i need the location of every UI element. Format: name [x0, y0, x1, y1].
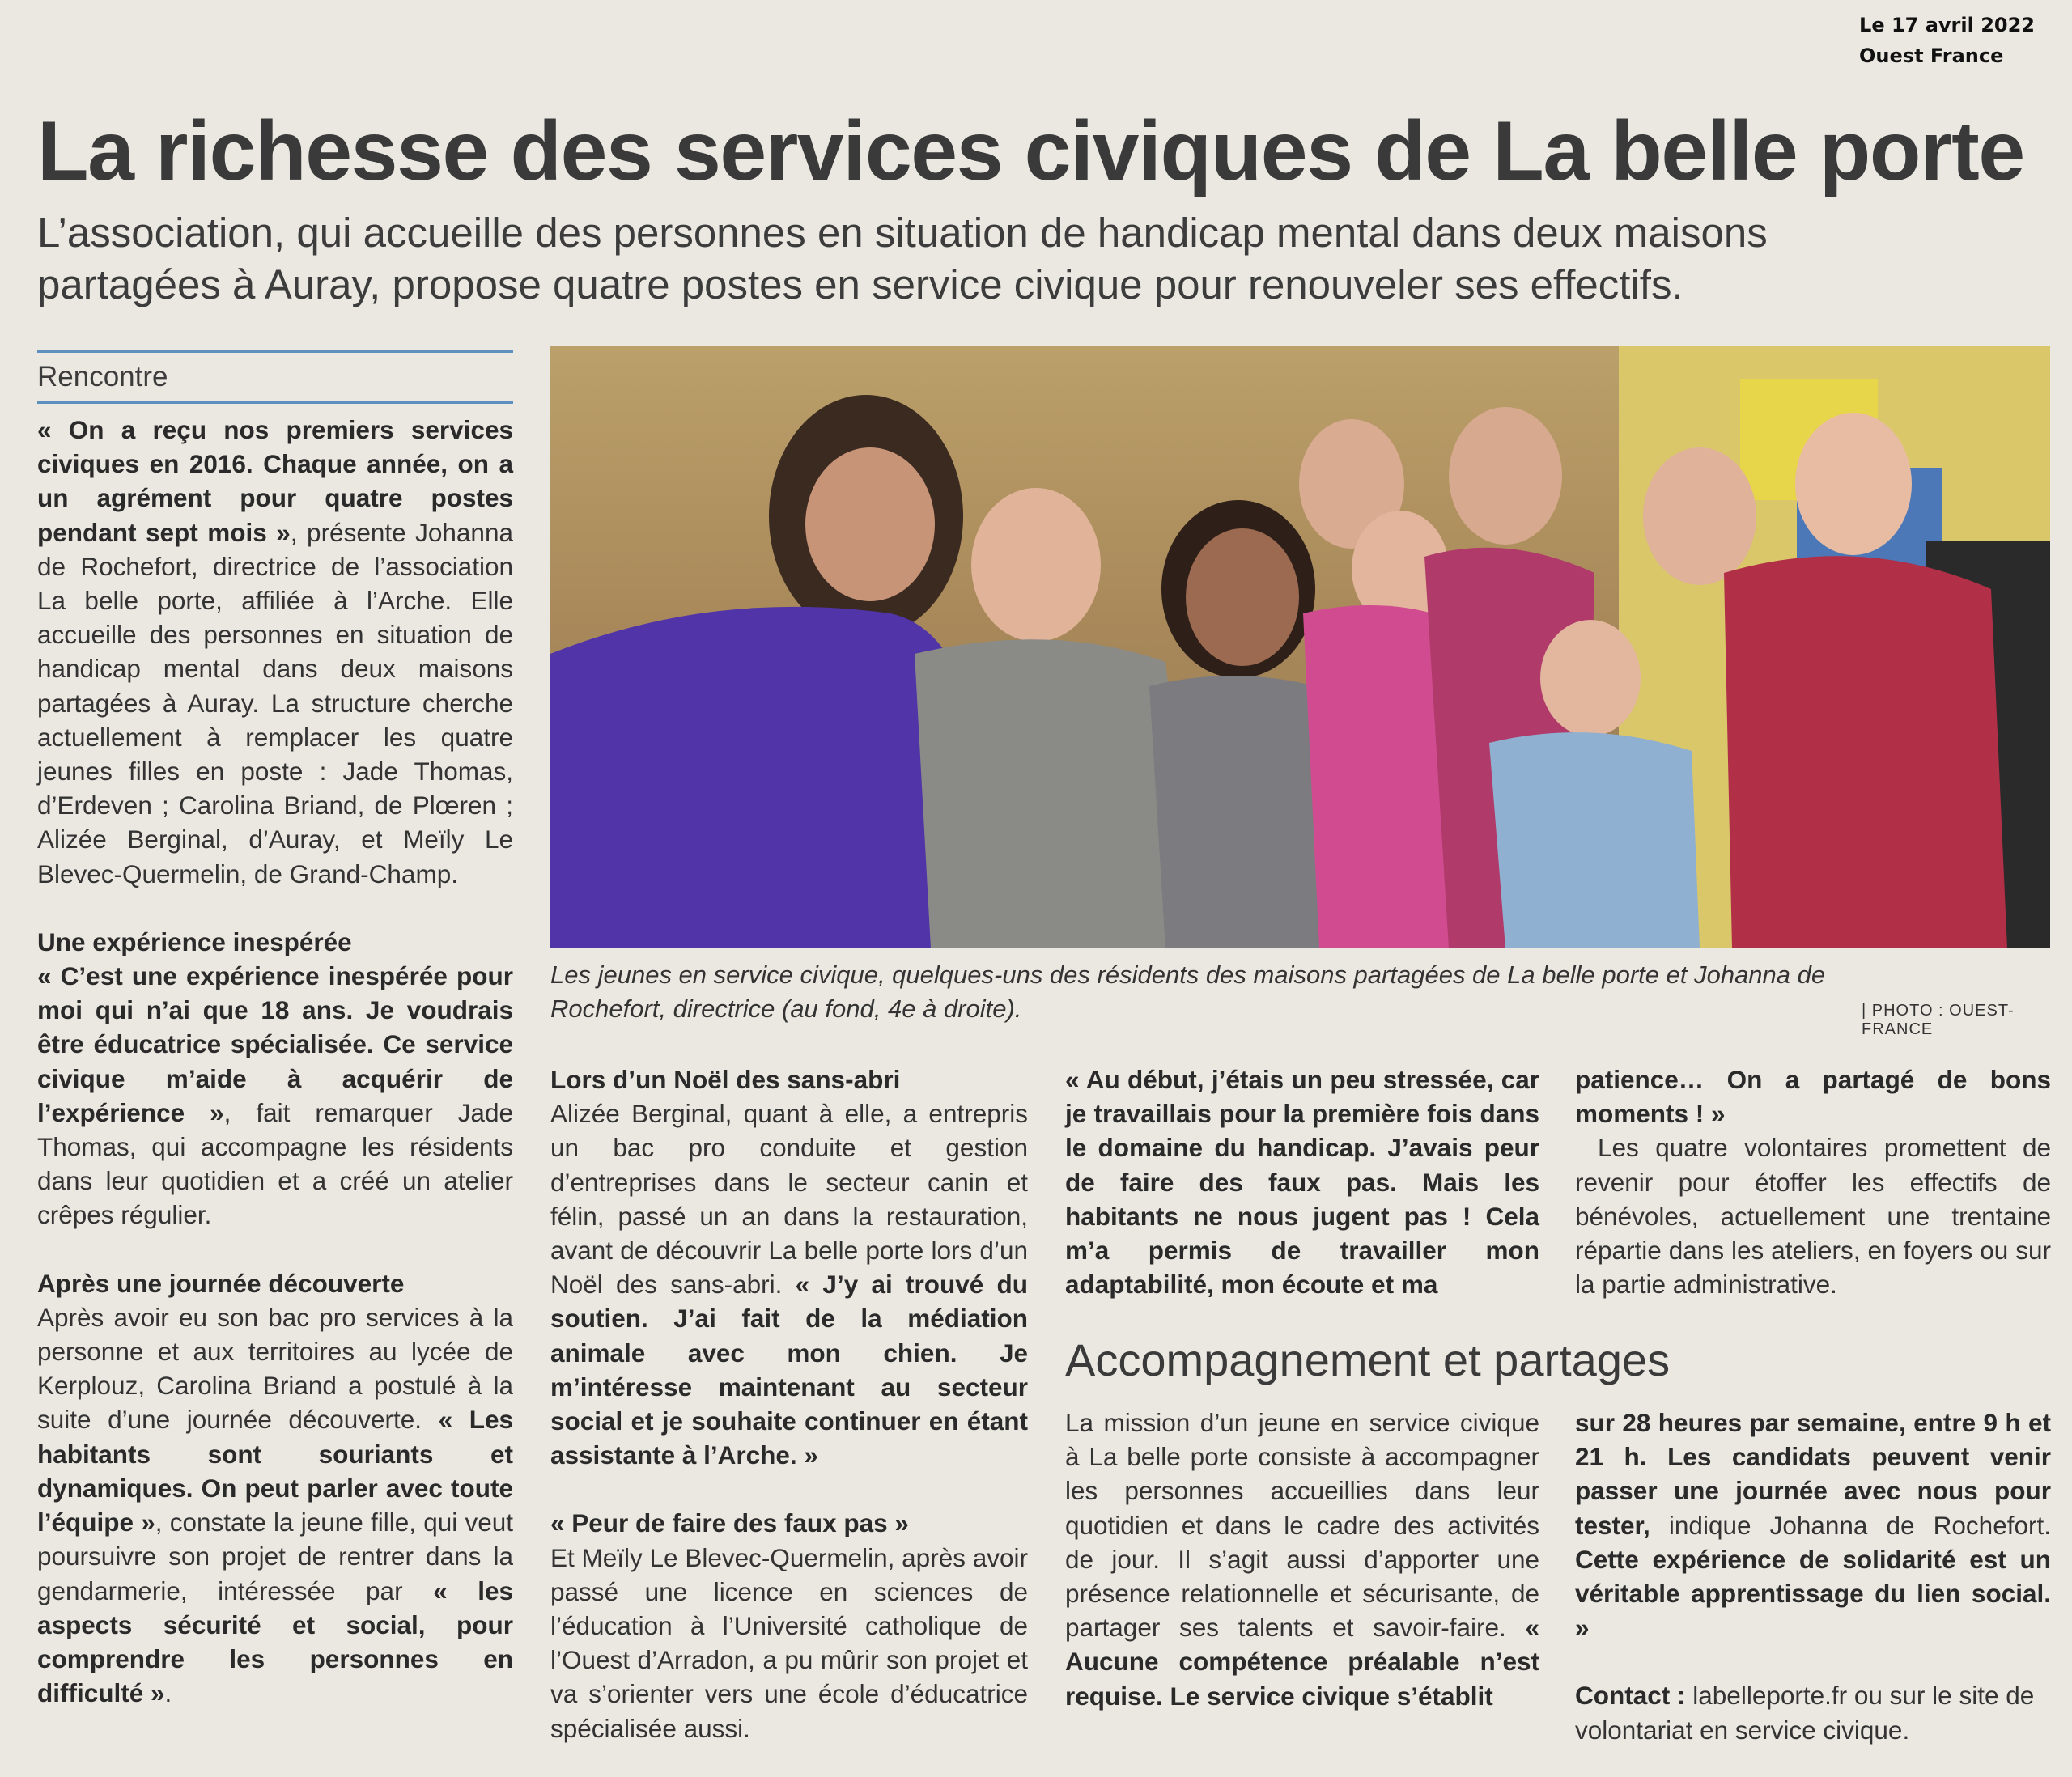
quote-carolina-2: « les aspects sécurité et social, pour comprendre les personnes en difficulté » — [37, 1576, 514, 1708]
subhead-faux-pas: « Peur de faire des faux pas » — [550, 1508, 909, 1538]
quote-meily: « Au début, j’étais un peu stressée, car je travaillais pour la première fois dans le domaine du handicap. J’avais peur de faire des faux pas. Mais les habitants ne nous jugent pas ! Cela m’a permis de travailler mon adaptabilité, mon écoute et ma — [1065, 1065, 1539, 1300]
quote-horaires: sur 28 heures par semaine, entre 9 h et 21 h. Les candidats peuvent venir passer une journée avec nous pour tester, — [1575, 1408, 2051, 1540]
column-1 — [37, 413, 513, 1710]
column-3 — [1065, 1062, 1539, 1301]
contact-label: Contact : — [1575, 1681, 1686, 1711]
person-9-sweater — [1724, 556, 2007, 948]
text-jade: , fait remarquer Jade Thomas, qui accompagne les résidents dans leur quotidien et a créé un atelier crêpes régulier. — [37, 1097, 513, 1230]
photo-caption: Les jeunes en service civique, quelques-uns des résidents des maisons partagées de La belle porte et Johanna de Rochefort, directrice (au fond, 4e à droite). — [550, 961, 1826, 1023]
intro-text: , présente Johanna de Rochefort, directrice de l’association La belle porte, affiliée à l’Arche. Elle accueille des personnes en situation de handicap mental dans deux maisons partagées à Auray. La structure cherche actuellement à remplacer les quatre jeunes filles en poste : Jade Thomas, d’Erdeven ; Carolina Briand, de Plœren ; Alizée Berginal, d’Auray, et Meïly Le Blevec-Quermelin, de Grand-Champ. — [37, 517, 513, 888]
person-2-face — [971, 488, 1101, 642]
newspaper-name: Ouest France — [1859, 45, 2004, 67]
rubric-rule-bottom — [37, 401, 513, 404]
subhead-journee: Après une journée découverte — [37, 1268, 405, 1298]
paragraph-patience — [1575, 1062, 2051, 1130]
paragraph-meily: Et Meïly Le Blevec-Quermelin, après avoir passé une licence en sciences de l’éducation à l’Université catholique de l’Ouest d’Arradon, a pu mûrir son projet et va s’orienter vers une école d’éducatrice spécialisée aussi. — [550, 1542, 1028, 1743]
person-1-face — [805, 447, 935, 601]
section-title: Accompagnement et partages — [1065, 1334, 1671, 1385]
section-column-3 — [1065, 1406, 1539, 1713]
text-carolina-c: . — [164, 1678, 172, 1708]
paragraph-alizee — [550, 1096, 1028, 1472]
column-2 — [550, 1062, 1028, 1745]
paragraph-jade — [37, 959, 513, 1232]
paragraph-volontaires: Les quatre volontaires promettent de revenir pour étoffer les effectifs de bénévoles, actuellement une trentaine répartie dans les ateliers, en foyers ou sur la partie administrative. — [1575, 1133, 2051, 1300]
rubric-label: Rencontre — [37, 361, 168, 392]
person-8-face — [1540, 620, 1641, 736]
intro-quote: « On a reçu nos premiers services civiques en 2016. Chaque année, on a un agrément pour quatre postes pendant sept mois » — [37, 415, 513, 547]
person-3-face — [1186, 528, 1299, 666]
quote-mission: « Aucune compétence préalable n’est requise. Le service civique s’établit — [1065, 1613, 1539, 1711]
publication-date: Le 17 avril 2022 — [1859, 14, 2035, 36]
person-9-face — [1795, 413, 1912, 555]
subhead-noel: Lors d’un Noël des sans-abri — [550, 1065, 901, 1094]
quote-jade: « C’est une expérience inespérée pour moi qui n’ai que 18 ans. Je voudrais être éducatrice spécialisée. Ce service civique m’aide à acquérir de l’expérience » — [37, 961, 513, 1127]
person-8-jacket — [1489, 732, 1700, 948]
group-photo-illustration — [550, 346, 2050, 948]
quote-solidarite: Cette expérience de solidarité est un véritable apprentissage du lien social. » — [1575, 1544, 2051, 1643]
paragraph-contact — [1575, 1678, 2051, 1746]
quote-alizee: « J’y ai trouvé du soutien. J’ai fait de la médiation animale avec mon chien. Je m’intéresse maintenant au secteur social et je souhaite continuer en étant assistante à l’Arche. » — [550, 1270, 1028, 1470]
rubric-rule-top — [37, 350, 513, 353]
section-column-4 — [1575, 1406, 2051, 1747]
headline: La richesse des services civiques de La belle porte — [37, 104, 2024, 198]
paragraph-meily-quote — [1065, 1062, 1539, 1301]
text-carolina-a: Après avoir eu son bac pro services à la personne et aux territoires au lycée de Kerplouz, Carolina Briand a postulé à la suite d’une journée découverte. — [37, 1302, 513, 1435]
source-stamp — [1859, 10, 2035, 71]
photo-credit: | PHOTO : OUEST-FRANCE — [1862, 1002, 2015, 1038]
paragraph-carolina — [37, 1300, 513, 1710]
group-photo — [550, 346, 2050, 948]
contact-text: labelleporte.fr ou sur le site de volontariat en service civique. — [1575, 1681, 2035, 1745]
quote-carolina-1: « Les habitants sont souriants et dynamiques. On peut parler avec toute l’équipe » — [37, 1405, 513, 1537]
paragraph-horaires — [1575, 1406, 2051, 1644]
person-6-face — [1449, 407, 1562, 545]
text-alizee: Alizée Berginal, quant à elle, a entrepris un bac pro conduite et gestion d’entreprises dans le secteur canin et félin, passé un an dans la restauration, avant de découvrir La belle porte lors d’un Noël des sans-abri. — [550, 1099, 1028, 1300]
intro-paragraph — [37, 413, 513, 891]
person-7-face — [1643, 447, 1756, 585]
text-mission: La mission d’un jeune en service civique à La belle porte consiste à accompagner les personnes accueillies dans leur quotidien et dans le cadre des activités de jour. Il s’agit aussi d’apporter une présence relationnelle et sécurisante, de partager ses talents et savoir-faire. — [1065, 1408, 1539, 1643]
text-horaires: indique Johanna de Rochefort. — [1668, 1510, 2051, 1540]
text-carolina-b: , constate la jeune fille, qui veut poursuivre son projet de rentrer dans la gendarmerie, intéressée par — [37, 1508, 513, 1605]
standfirst: L’association, qui accueille des personnes en situation de handicap mental dans deux maisons partagées à Auray, propose quatre postes en service civique pour renouveler ses effectifs. — [37, 210, 1768, 307]
paragraph-mission — [1065, 1406, 1539, 1713]
quote-patience: patience… On a partagé de bons moments ! » — [1575, 1065, 2051, 1129]
subhead-experience: Une expérience inespérée — [37, 927, 352, 956]
column-4 — [1575, 1062, 2051, 1301]
